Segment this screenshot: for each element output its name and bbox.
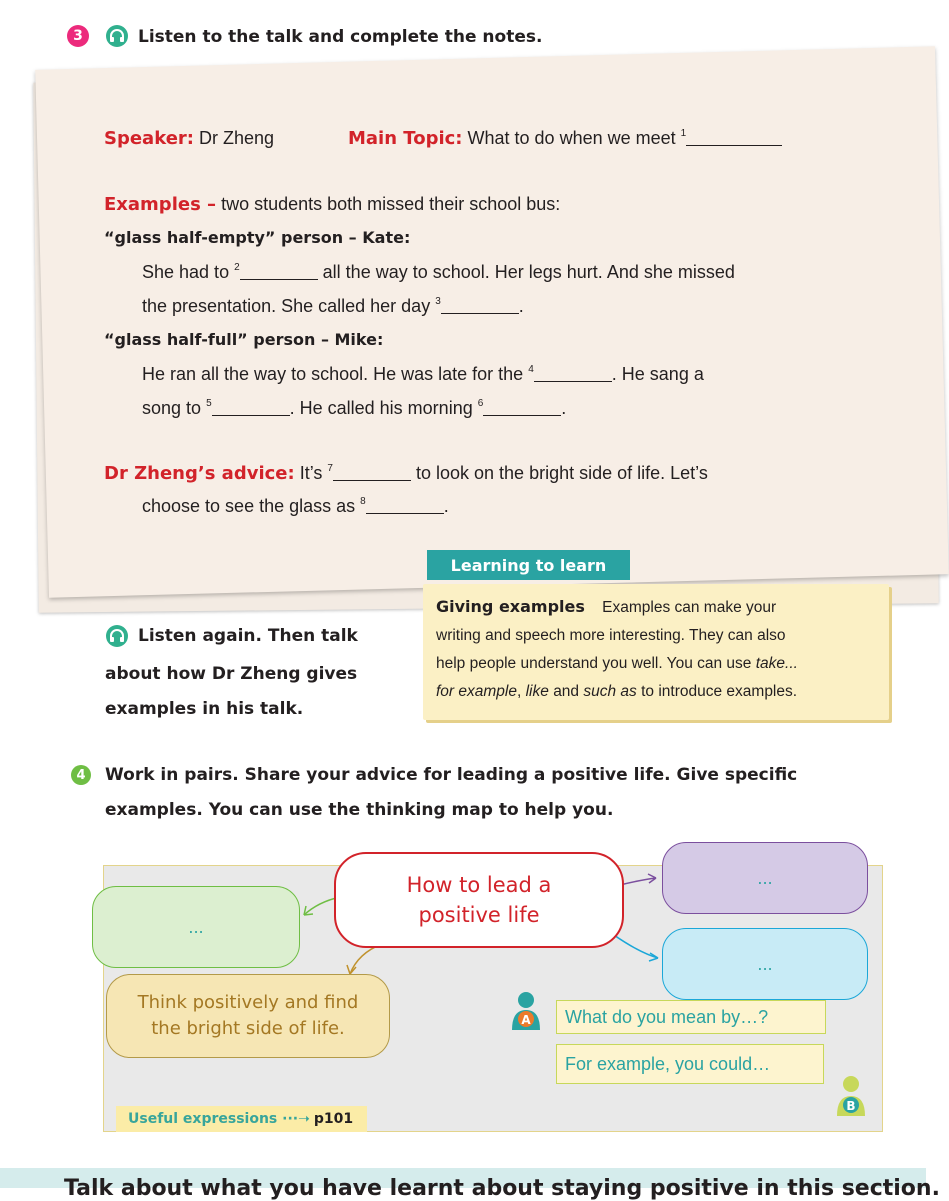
examples-line: Examples – two students both missed their school bus: [104, 194, 561, 215]
headphones-icon [106, 25, 128, 47]
mike-line-2: song to $^5$ . He called his morning $^6$ . [142, 398, 567, 418]
bottom-section: Talk about what you have learnt about staying positive in this section. [0, 1168, 926, 1188]
ltl-line-2: writing and speech more interesting. They can also [436, 627, 786, 644]
useful-expressions-link[interactable]: Useful expressions ···➝ p101 [116, 1106, 367, 1132]
speech-bubble-a: What do you mean by…? [556, 1000, 826, 1034]
learning-to-learn-box [423, 584, 889, 720]
purple-bubble: ... [662, 842, 868, 914]
kate-line-1: She had to $^2$ all the way to school. Her legs hurt. And she missed [142, 262, 735, 282]
advice-line-2: choose to see the glass as $^8$ . [142, 496, 449, 516]
blank-1[interactable] [686, 128, 782, 146]
yellow-bubble: Think positively and find the bright side of life. [106, 974, 390, 1058]
headphones-icon [106, 625, 128, 647]
listen-again-line-2: about how Dr Zheng gives [105, 664, 358, 684]
blue-bubble: ... [662, 928, 868, 1000]
blank-2[interactable] [240, 262, 318, 280]
ltl-line-1: Giving examples Examples can make your [436, 597, 777, 616]
center-bubble: How to lead a positive life [334, 852, 624, 948]
kate-heading: “glass half-empty” person – Kate: [104, 228, 411, 247]
avatar-b-icon [834, 1074, 868, 1116]
exercise-4-line-2: examples. You can use the thinking map to help you. [105, 800, 614, 820]
topic-line: Main Topic: What to do when we meet $^1$ [348, 128, 782, 149]
exercise-4-line-1: Work in pairs. Share your advice for leading a positive life. Give specific [105, 765, 798, 785]
blank-7[interactable] [333, 463, 411, 481]
kate-line-2: the presentation. She called her day $^3$ . [142, 296, 524, 316]
exercise-4-badge: 4 [71, 765, 91, 785]
exercise-3-badge: 3 [67, 25, 89, 47]
svg-text:A: A [521, 1013, 531, 1027]
blank-5[interactable] [212, 398, 290, 416]
learning-to-learn-tab: Learning to learn [427, 550, 630, 580]
speaker-line: Speaker: Dr Zheng [104, 128, 275, 149]
blank-8[interactable] [366, 496, 444, 514]
svg-text:B: B [846, 1099, 856, 1113]
speech-bubble-b: For example, you could… [556, 1044, 824, 1084]
mike-line-1: He ran all the way to school. He was late for the $^4$ . He sang a [142, 364, 704, 384]
ltl-line-4: for example, like and such as to introduce examples. [436, 683, 798, 700]
exercise-3-instruction: Listen to the talk and complete the notes. [138, 27, 543, 47]
ltl-line-3: help people understand you well. You can use take... [436, 655, 798, 672]
mike-heading: “glass half-full” person – Mike: [104, 330, 384, 349]
listen-again-line-1: Listen again. Then talk [138, 626, 358, 646]
avatar-a-icon [510, 990, 542, 1030]
green-bubble: ... [92, 886, 300, 968]
blank-6[interactable] [483, 398, 561, 416]
advice-line-1: Dr Zheng’s advice: It’s $^7$ to look on the bright side of life. Let’s [104, 463, 708, 484]
blank-4[interactable] [534, 364, 612, 382]
listen-again-line-3: examples in his talk. [105, 699, 304, 719]
blank-3[interactable] [441, 296, 519, 314]
